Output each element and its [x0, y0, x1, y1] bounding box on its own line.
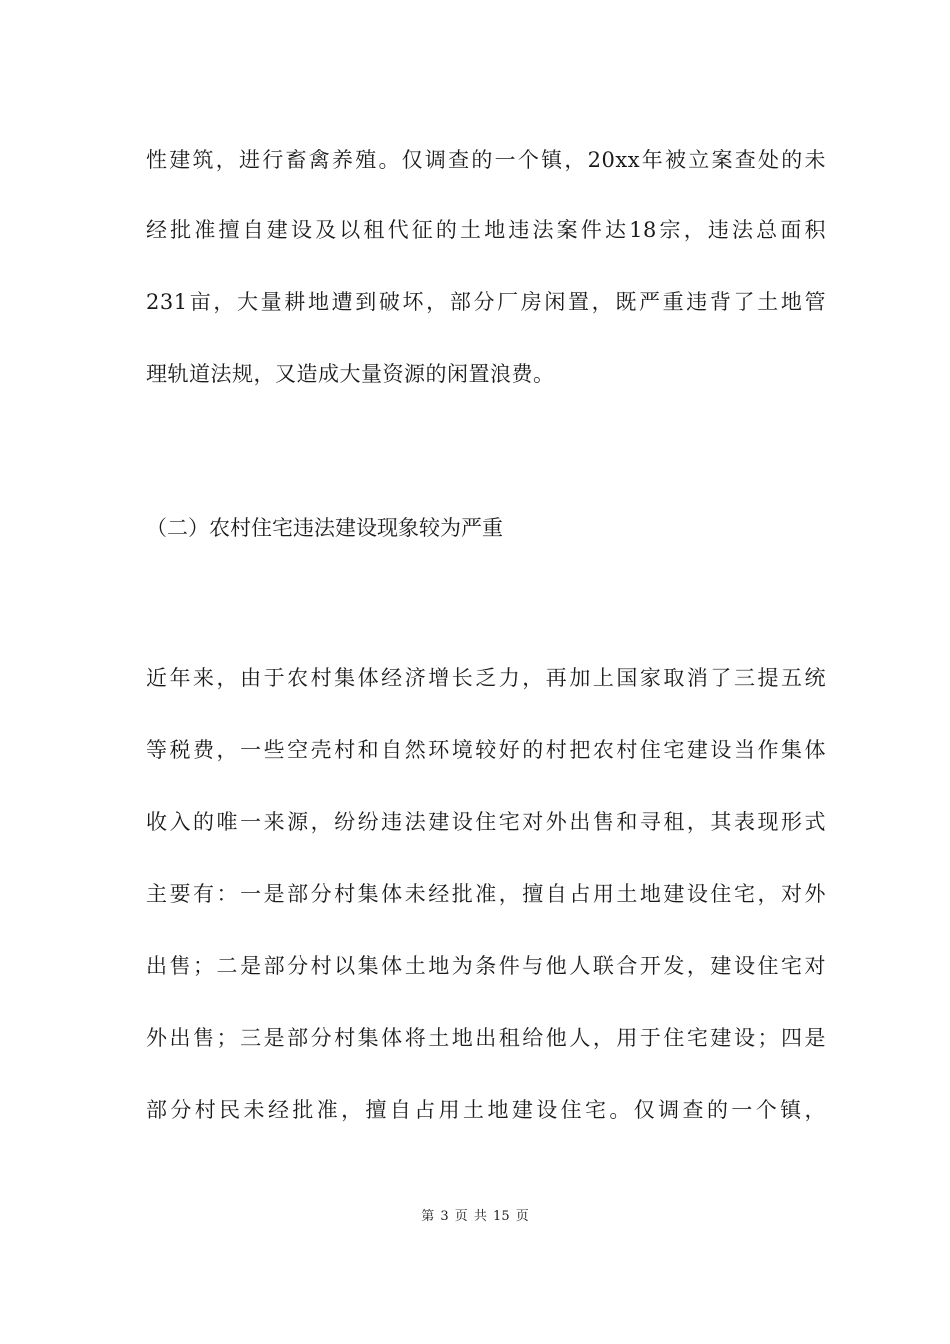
paragraph-1-line-4: 理轨道法规，又造成大量资源的闲置浪费。 [146, 362, 555, 386]
paragraph-2-line-7: 部分村民未经批准，擅自占用土地建设住宅。仅调查的一个镇， [146, 1098, 826, 1122]
section-heading: （二）农村住宅违法建设现象较为严重 [146, 516, 503, 540]
paragraph-1-line-2: 经批准擅自建设及以租代征的土地违法案件达18宗，违法总面积 [146, 218, 826, 242]
paragraph-2-line-5: 出售；二是部分村以集体土地为条件与他人联合开发，建设住宅对 [146, 954, 826, 978]
paragraph-2-line-1: 近年来，由于农村集体经济增长乏力，再加上国家取消了三提五统 [146, 666, 826, 690]
paragraph-2-line-2: 等税费，一些空壳村和自然环境较好的村把农村住宅建设当作集体 [146, 738, 826, 762]
page-number-footer: 第 3 页 共 15 页 [421, 1209, 529, 1224]
paragraph-1-line-3: 231亩，大量耕地遭到破坏，部分厂房闲置，既严重违背了土地管 [146, 290, 826, 314]
paragraph-2-line-3: 收入的唯一来源，纷纷违法建设住宅对外出售和寻租，其表现形式 [146, 810, 826, 834]
paragraph-1-line-1: 性建筑，进行畜禽养殖。仅调查的一个镇，20xx年被立案查处的未 [146, 148, 826, 172]
paragraph-2-line-4: 主要有：一是部分村集体未经批准，擅自占用土地建设住宅，对外 [146, 882, 826, 906]
paragraph-2-line-6: 外出售；三是部分村集体将土地出租给他人，用于住宅建设；四是 [146, 1026, 826, 1050]
